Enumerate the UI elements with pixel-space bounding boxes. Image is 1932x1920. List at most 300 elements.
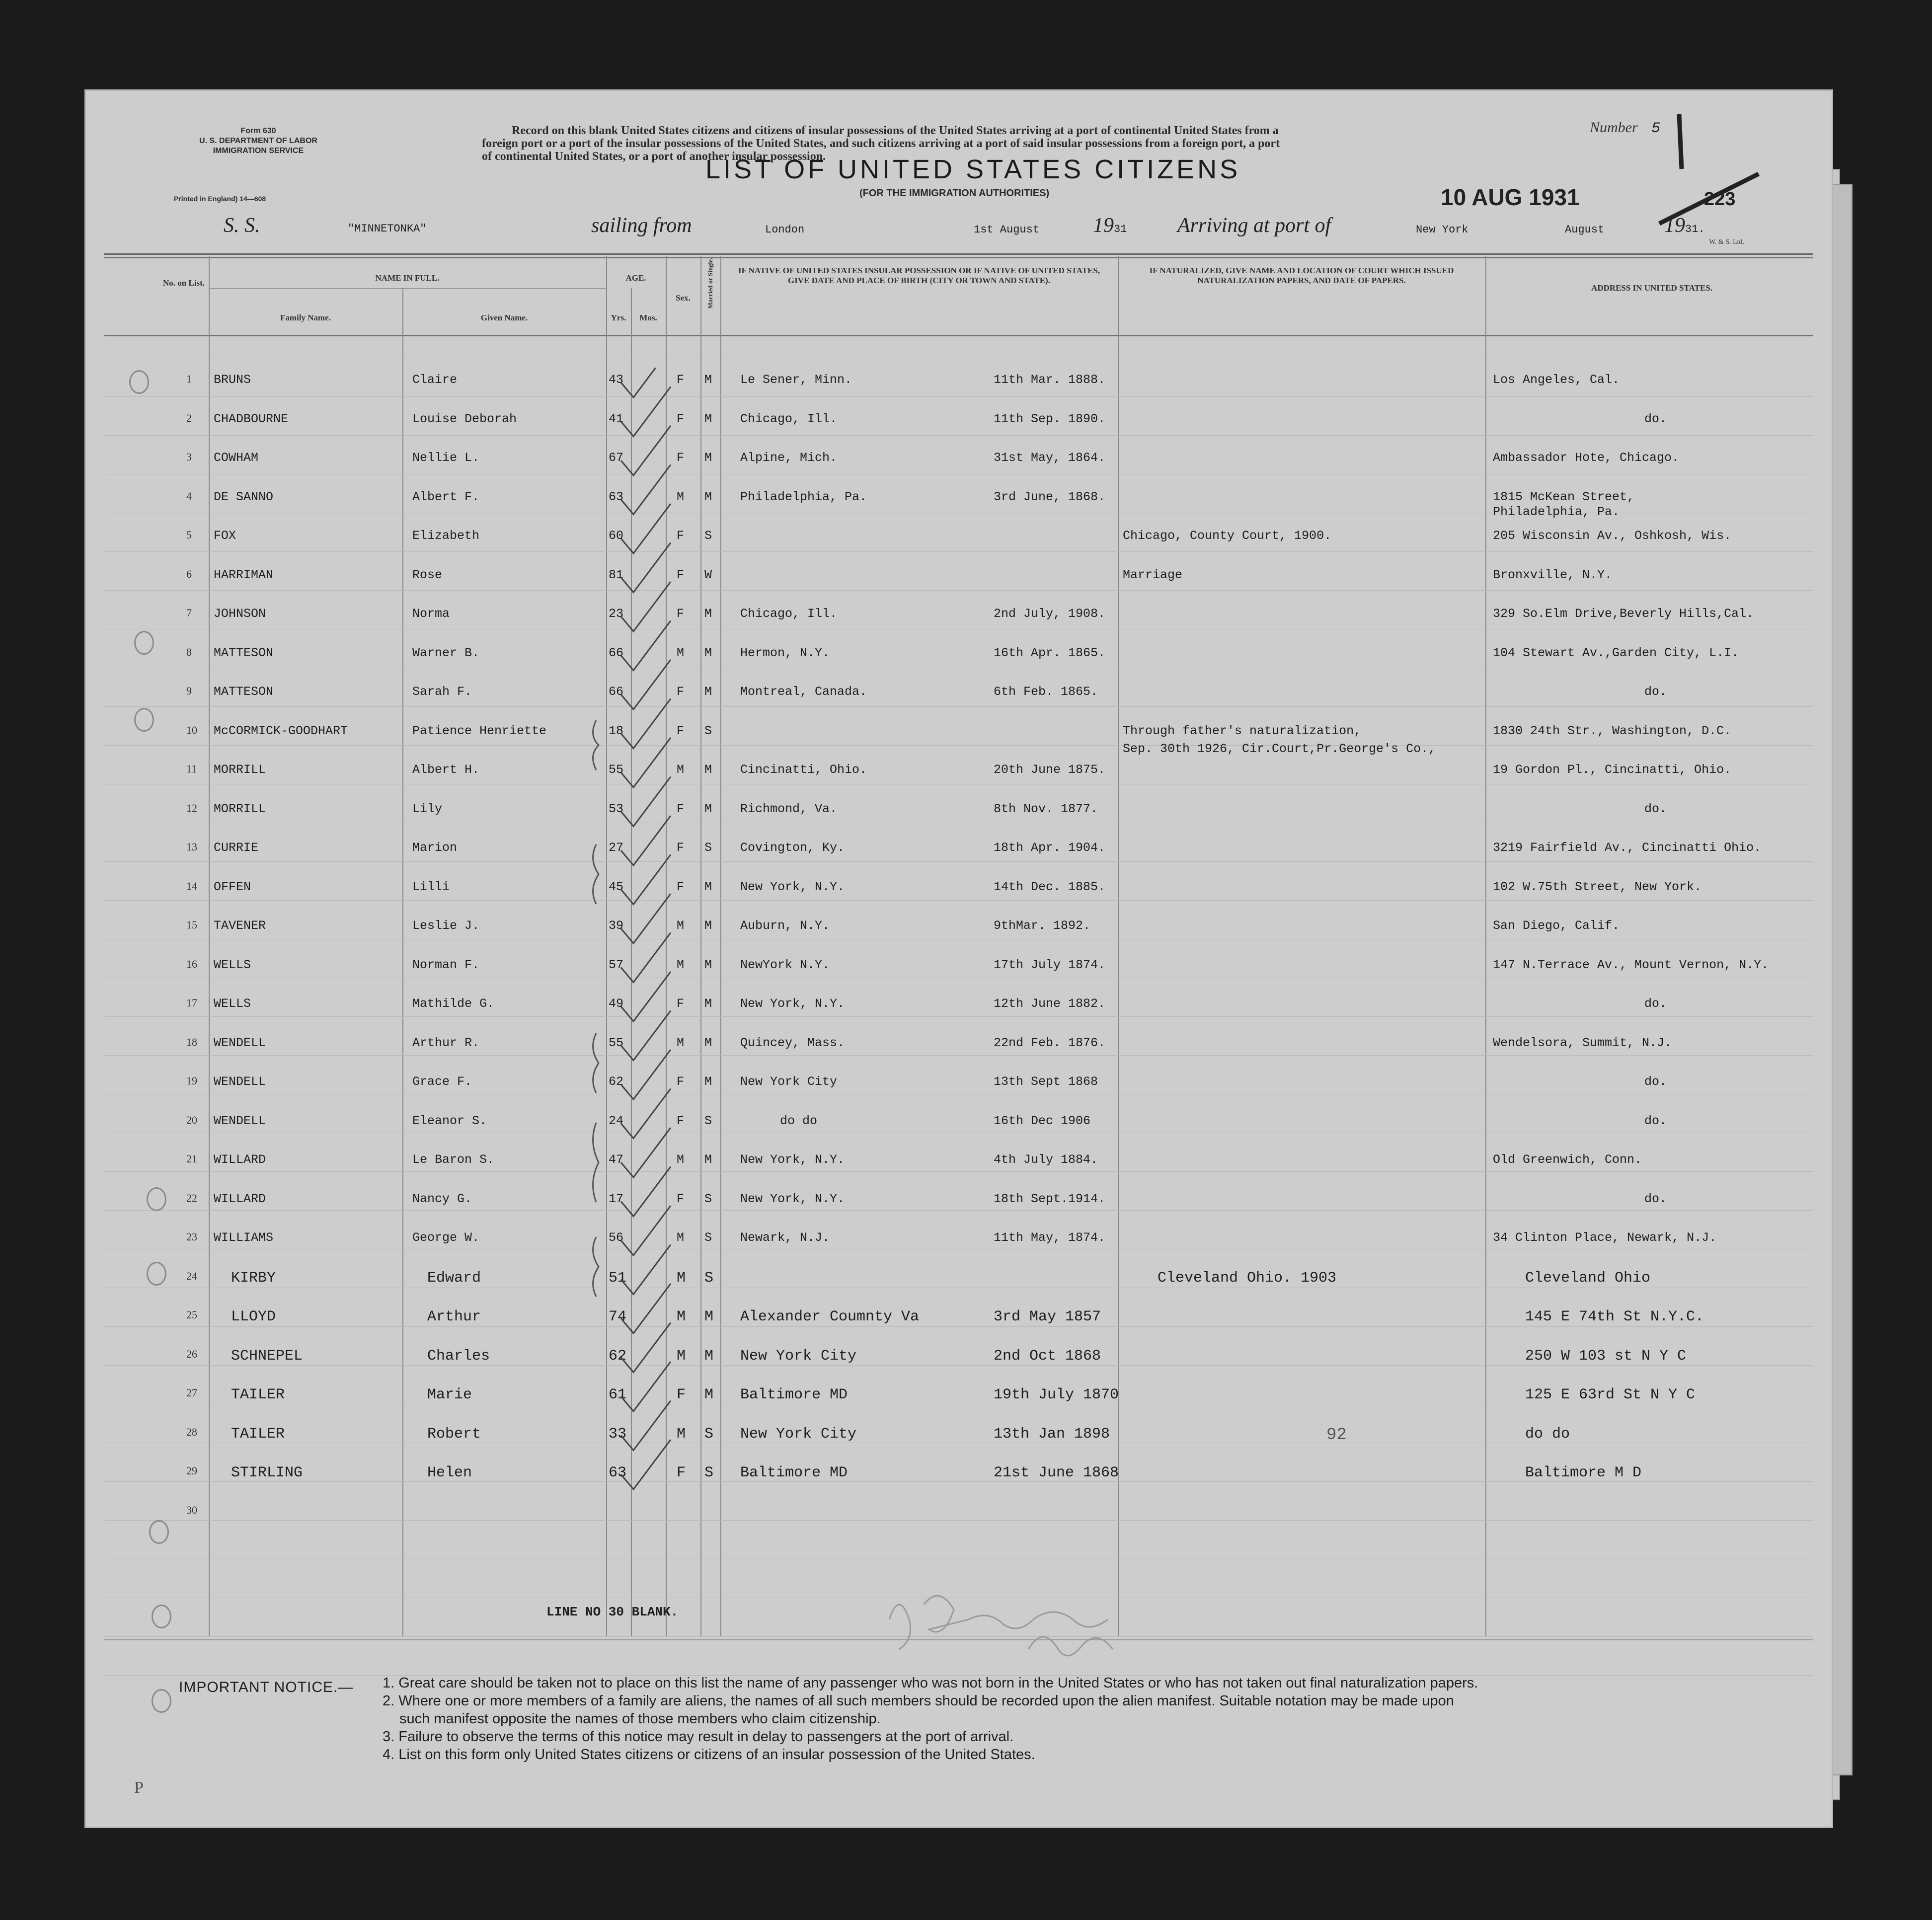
- cell-nat: 92: [1326, 1425, 1347, 1445]
- cell-ms: W: [704, 567, 712, 582]
- cell-ms: S: [704, 1464, 714, 1481]
- cell-age: 63: [609, 489, 624, 504]
- cell-place: Auburn, N.Y.: [740, 919, 830, 933]
- col-header-name: NAME IN FULL.: [375, 273, 440, 283]
- cell-sex: F: [677, 879, 685, 894]
- punch-hole: [152, 1689, 171, 1713]
- cell-nat: Cleveland Ohio. 1903: [1158, 1269, 1337, 1287]
- cell-no: 30: [186, 1503, 197, 1516]
- cell-no: 5: [186, 529, 192, 541]
- cell-no: 10: [186, 723, 197, 736]
- check-mark: [621, 1401, 671, 1451]
- form-id-block: [184, 126, 333, 156]
- cell-no: 14: [186, 879, 197, 892]
- cell-age: 61: [609, 1386, 627, 1403]
- arrive-year-prefix: 19: [1664, 214, 1685, 237]
- service: IMMIGRATION SERVICE: [213, 147, 304, 155]
- cell-no: 12: [186, 801, 197, 814]
- notice-item: 2. Where one or more members of a family are aliens, the names of all such members should be recorded upon the alien manifest. Suitable notation may be made upon: [383, 1693, 1454, 1709]
- check-mark: [621, 1206, 671, 1255]
- check-mark: [621, 1128, 671, 1177]
- cell-place: NewYork N.Y.: [740, 957, 830, 972]
- from-port: London: [765, 224, 805, 236]
- cell-given: Elizabeth: [412, 529, 480, 543]
- table-row: [84, 1504, 1833, 1542]
- cell-given: Rose: [412, 567, 443, 582]
- cell-sex: M: [677, 1230, 685, 1245]
- cell-date: 16th Dec 1906: [994, 1113, 1091, 1128]
- cell-sex: M: [677, 763, 685, 777]
- cell-age: 47: [609, 1152, 624, 1167]
- cell-addr: Wendelsora, Summit, N.J.: [1493, 1035, 1672, 1050]
- cell-no: 19: [186, 1075, 197, 1087]
- cell-given: Albert H.: [412, 763, 480, 777]
- cell-age: 49: [609, 997, 624, 1011]
- cell-date: 2nd Oct 1868: [994, 1347, 1101, 1365]
- check-mark: [621, 1362, 671, 1411]
- cell-no: 6: [186, 567, 192, 580]
- cell-date: 3rd June, 1868.: [994, 489, 1106, 504]
- check-mark: [621, 1089, 671, 1139]
- cell-age: 55: [609, 1035, 624, 1050]
- cell-family: TAILER: [231, 1425, 285, 1443]
- cell-ms: M: [704, 411, 712, 426]
- cell-ms: M: [704, 1386, 714, 1403]
- cell-no: 29: [186, 1464, 197, 1477]
- cell-nat: Through father's naturalization,: [1123, 723, 1362, 738]
- cell-place: New York City: [740, 1075, 838, 1089]
- cell-family: OFFEN: [214, 879, 251, 894]
- cell-addr: 145 E 74th St N.Y.C.: [1525, 1308, 1704, 1325]
- cell-no: 16: [186, 957, 197, 970]
- cell-family: LLOYD: [231, 1308, 276, 1325]
- check-mark: [621, 1167, 671, 1217]
- cell-no: 21: [186, 1152, 197, 1165]
- cell-age: 45: [609, 879, 624, 894]
- col-header-given: Given Name.: [480, 313, 528, 322]
- cell-age: 43: [609, 373, 624, 387]
- cell-ms: M: [704, 957, 712, 972]
- cell-place: New York, N.Y.: [740, 1152, 845, 1167]
- cell-nat: Marriage: [1123, 567, 1183, 582]
- cell-no: 4: [186, 489, 192, 502]
- cell-place: New York, N.Y.: [740, 997, 845, 1011]
- cell-given: Albert F.: [412, 489, 480, 504]
- cell-addr: Los Angeles, Cal.: [1493, 373, 1620, 387]
- manifest-page: [84, 89, 1833, 1828]
- cell-sex: F: [677, 529, 685, 543]
- cell-place: Covington, Ky.: [740, 841, 845, 855]
- table-top-rule: [104, 257, 1813, 258]
- cell-ms: M: [704, 919, 712, 933]
- cell-family: TAVENER: [214, 919, 266, 933]
- col-header-no: No. on List.: [162, 278, 205, 288]
- cell-given: Leslie J.: [412, 919, 480, 933]
- printed-note: Printed in England) 14—608: [174, 195, 266, 203]
- cell-age: 56: [609, 1230, 624, 1245]
- cell-ms: M: [704, 763, 712, 777]
- cell-age: 63: [609, 1464, 627, 1481]
- table-row: [84, 1348, 1833, 1386]
- page-number: 223: [1704, 189, 1736, 210]
- date-stamp: 10 AUG 1931: [1441, 184, 1580, 210]
- cell-date: 13th Jan 1898: [994, 1425, 1110, 1443]
- cell-given: Sarah F.: [412, 685, 472, 699]
- check-mark: [621, 933, 671, 983]
- cell-age: 66: [609, 685, 624, 699]
- cell-no: 23: [186, 1230, 197, 1243]
- notice-item: 1. Great care should be taken not to place on this list the name of any passenger who was not born in the United States or who has not taken out final naturalization papers.: [383, 1675, 1478, 1691]
- table-row: [84, 802, 1833, 841]
- check-mark: [621, 543, 671, 593]
- cell-given: Lily: [412, 801, 443, 816]
- cell-date: 19th July 1870: [994, 1386, 1119, 1403]
- cell-date: 11th Mar. 1888.: [994, 373, 1106, 387]
- cell-ms: M: [704, 373, 712, 387]
- cell-addr: 3219 Fairfield Av., Cincinatti Ohio.: [1493, 841, 1762, 855]
- cell-nat2: Sep. 30th 1926, Cir.Court,Pr.George's Co.,: [1123, 741, 1436, 756]
- check-mark: [621, 660, 671, 709]
- punch-hole: [147, 1187, 166, 1211]
- cell-place: Alpine, Mich.: [740, 451, 838, 465]
- instructions-line: foreign port or a port of the insular possessions of the United States, and such citizens arriving at a port of said insular possessions from a foreign port, a port: [482, 137, 1280, 150]
- check-mark: [621, 855, 671, 905]
- table-row: [84, 607, 1833, 645]
- to-port: New York: [1416, 224, 1468, 236]
- check-mark: [621, 387, 671, 437]
- cell-age: 53: [609, 801, 624, 816]
- cell-given: Warner B.: [412, 645, 480, 660]
- cell-family: CHADBOURNE: [214, 411, 289, 426]
- cell-age: 81: [609, 567, 624, 582]
- col-header-mos: Mos.: [639, 313, 657, 322]
- check-mark: [621, 972, 671, 1021]
- number-value: 5: [1651, 120, 1661, 137]
- cell-age: 51: [609, 1269, 627, 1287]
- cell-no: 11: [186, 763, 197, 775]
- cell-family: CURRIE: [214, 841, 259, 855]
- number-label: Number: [1590, 119, 1638, 136]
- cell-place: Baltimore MD: [740, 1386, 848, 1403]
- cell-family: WENDELL: [214, 1075, 266, 1089]
- cell-given: Eleanor S.: [412, 1113, 487, 1128]
- cell-no: 28: [186, 1425, 197, 1438]
- cell-place: Chicago, Ill.: [740, 607, 838, 621]
- cell-addr: 1815 McKean Street,: [1493, 489, 1635, 504]
- cell-family: STIRLING: [231, 1464, 303, 1481]
- depart-date: 1st August: [974, 224, 1040, 236]
- sailing-label: sailing from: [591, 214, 692, 237]
- table-row: [84, 1386, 1833, 1425]
- cell-given: Helen: [427, 1464, 472, 1481]
- cell-date: 21st June 1868: [994, 1464, 1119, 1481]
- cell-given: Charles: [427, 1347, 490, 1365]
- page-subtitle: (FOR THE IMMIGRATION AUTHORITIES): [859, 188, 1050, 199]
- cell-date: 11th Sep. 1890.: [994, 411, 1106, 426]
- cell-family: SCHNEPEL: [231, 1347, 303, 1365]
- cell-sex: F: [677, 1191, 685, 1206]
- cell-date: 16th Apr. 1865.: [994, 645, 1106, 660]
- cell-age: 23: [609, 607, 624, 621]
- cell-addr: 329 So.Elm Drive,Beverly Hills,Cal.: [1493, 607, 1754, 621]
- cell-addr: 102 W.75th Street, New York.: [1493, 879, 1702, 894]
- col-header-age: AGE.: [625, 273, 646, 283]
- cell-family: MATTESON: [214, 645, 274, 660]
- cell-given: Arthur: [427, 1308, 481, 1325]
- cell-place: New York City: [740, 1425, 857, 1443]
- cell-addr: 125 E 63rd St N Y C: [1525, 1386, 1696, 1403]
- cell-addr: do.: [1644, 1075, 1667, 1089]
- cell-ms: M: [704, 801, 712, 816]
- cell-addr: Old Greenwich, Conn.: [1493, 1152, 1642, 1167]
- cell-ms: S: [704, 1113, 712, 1128]
- cell-family: WELLS: [214, 957, 251, 972]
- cell-family: JOHNSON: [214, 607, 266, 621]
- cell-ms: S: [704, 1425, 714, 1443]
- cell-no: 9: [186, 685, 192, 697]
- check-mark: [621, 504, 671, 553]
- cell-given: Nellie L.: [412, 451, 480, 465]
- cell-sex: F: [677, 997, 685, 1011]
- cell-place: Philadelphia, Pa.: [740, 489, 867, 504]
- cell-date: 20th June 1875.: [994, 763, 1106, 777]
- table-row: [84, 451, 1833, 489]
- cell-given: Lilli: [412, 879, 450, 894]
- cell-date: 13th Sept 1868: [994, 1075, 1098, 1089]
- corner-mark: P: [134, 1778, 144, 1797]
- check-mark: [621, 582, 671, 631]
- cell-family: McCORMICK-GOODHART: [214, 723, 348, 738]
- cell-addr: San Diego, Calif.: [1493, 919, 1620, 933]
- cell-age: 33: [609, 1425, 627, 1443]
- check-mark: [621, 465, 671, 515]
- punch-hole: [147, 1262, 166, 1286]
- year-prefix: 19: [1093, 214, 1114, 237]
- cell-age: 67: [609, 451, 624, 465]
- cell-no: 26: [186, 1347, 197, 1360]
- cell-sex: F: [677, 685, 685, 699]
- cell-ms: M: [704, 451, 712, 465]
- cell-date: 22nd Feb. 1876.: [994, 1035, 1106, 1050]
- table-row: [84, 1230, 1833, 1269]
- cell-date: 12th June 1882.: [994, 997, 1106, 1011]
- cell-sex: M: [677, 1308, 686, 1325]
- table-row: [84, 1464, 1833, 1503]
- cell-ms: M: [704, 1075, 712, 1089]
- cell-age: 62: [609, 1075, 624, 1089]
- cell-no: 13: [186, 841, 197, 853]
- cell-sex: F: [677, 607, 685, 621]
- cell-addr: 104 Stewart Av.,Garden City, L.I.: [1493, 645, 1739, 660]
- cell-place: Hermon, N.Y.: [740, 645, 830, 660]
- instructions-line: Record on this blank United States citizens and citizens of insular possessions of the United States arriving at a port of continental United States from a: [512, 124, 1279, 137]
- table-row: [84, 490, 1833, 529]
- check-mark: [621, 1323, 671, 1373]
- table-row: [84, 529, 1833, 567]
- cell-place: Chicago, Ill.: [740, 411, 838, 426]
- table-row: [84, 1270, 1833, 1308]
- cell-addr: do.: [1644, 801, 1667, 816]
- cell-family: WILLARD: [214, 1152, 266, 1167]
- cell-sex: M: [677, 1269, 686, 1287]
- arrive-year-field: [1664, 214, 1705, 237]
- cell-place: Quincey, Mass.: [740, 1035, 845, 1050]
- cell-addr: Cleveland Ohio: [1525, 1269, 1651, 1287]
- inspector-signature: [879, 1575, 1158, 1674]
- cell-addr: do do: [1525, 1425, 1570, 1443]
- cell-date: 9thMar. 1892.: [994, 919, 1091, 933]
- cell-family: WENDELL: [214, 1113, 266, 1128]
- col-header-yrs: Yrs.: [611, 313, 626, 322]
- notice-items: [383, 1674, 1478, 1764]
- cell-sex: M: [677, 645, 685, 660]
- cell-given: Norma: [412, 607, 450, 621]
- header-bottom-rule: [104, 335, 1813, 336]
- cell-nat: Chicago, County Court, 1900.: [1123, 529, 1332, 543]
- ss-label: S. S.: [224, 214, 260, 237]
- cell-given: Patience Henriette: [412, 723, 547, 738]
- col-header-address: ADDRESS IN UNITED STATES.: [1591, 283, 1713, 293]
- cell-addr: 34 Clinton Place, Newark, N.J.: [1493, 1230, 1717, 1245]
- check-mark: [621, 368, 671, 397]
- cell-date: 4th July 1884.: [994, 1152, 1098, 1167]
- cell-family: MORRILL: [214, 801, 266, 816]
- cell-place: New York, N.Y.: [740, 879, 845, 894]
- cell-age: 55: [609, 763, 624, 777]
- cell-sex: F: [677, 1075, 685, 1089]
- cell-family: WILLARD: [214, 1191, 266, 1206]
- check-mark: [621, 1284, 671, 1333]
- punch-hole: [134, 708, 154, 732]
- cell-sex: F: [677, 801, 685, 816]
- cell-age: 18: [609, 723, 624, 738]
- instructions-line: of continental United States, or a port of another insular possession.: [482, 150, 826, 163]
- cell-addr: Ambassador Hote, Chicago.: [1493, 451, 1680, 465]
- check-mark: [621, 738, 671, 787]
- cell-no: 17: [186, 997, 197, 1009]
- year-suffix: 31: [1114, 223, 1127, 235]
- cell-place: New York City: [740, 1347, 857, 1365]
- cell-given: Edward: [427, 1269, 481, 1287]
- cell-ms: S: [704, 723, 712, 738]
- punch-hole: [152, 1605, 171, 1628]
- cell-sex: M: [677, 919, 685, 933]
- table-row: [84, 1075, 1833, 1113]
- cell-given: Mathilde G.: [412, 997, 495, 1011]
- cell-addr: 250 W 103 st N Y C: [1525, 1347, 1687, 1365]
- cell-given: Grace F.: [412, 1075, 472, 1089]
- cell-age: 41: [609, 411, 624, 426]
- cell-date: 14th Dec. 1885.: [994, 879, 1106, 894]
- check-mark: [621, 894, 671, 943]
- col-header-married: Married or Single.: [706, 257, 714, 309]
- cell-family: COWHAM: [214, 451, 259, 465]
- cell-sex: F: [677, 451, 685, 465]
- ship-name: "MINNETONKA": [348, 223, 427, 235]
- notice-heading: IMPORTANT NOTICE.—: [179, 1679, 354, 1695]
- cell-ms: S: [704, 841, 712, 855]
- cell-sex: M: [677, 1425, 686, 1443]
- cell-addr: 1830 24th Str., Washington, D.C.: [1493, 723, 1732, 738]
- cell-place: Le Sener, Minn.: [740, 373, 852, 387]
- cell-addr: Baltimore M D: [1525, 1464, 1642, 1481]
- check-mark: [621, 1011, 671, 1061]
- family-brackets: [586, 715, 616, 1401]
- cell-no: 1: [186, 373, 192, 385]
- cell-place: Baltimore MD: [740, 1464, 848, 1481]
- cell-given: Louise Deborah: [412, 411, 517, 426]
- cell-date: 6th Feb. 1865.: [994, 685, 1098, 699]
- cell-family: FOX: [214, 529, 236, 543]
- punch-hole: [134, 631, 154, 655]
- cell-given: Marion: [412, 841, 458, 855]
- table-row: [84, 1192, 1833, 1230]
- cell-ms: M: [704, 1152, 712, 1167]
- cell-date: 31st May, 1864.: [994, 451, 1106, 465]
- cell-ms: S: [704, 1269, 714, 1287]
- check-mark: [621, 1245, 671, 1295]
- check-mark: [621, 1050, 671, 1099]
- table-row: [84, 958, 1833, 997]
- table-row: [84, 1036, 1833, 1075]
- arriving-label: Arriving at port of: [1177, 214, 1331, 237]
- cell-age: 57: [609, 957, 624, 972]
- cell-family: BRUNS: [214, 373, 251, 387]
- cell-given: Norman F.: [412, 957, 480, 972]
- cell-ms: S: [704, 1191, 712, 1206]
- name-subrule: [209, 288, 606, 289]
- cell-place: Cincinatti, Ohio.: [740, 763, 867, 777]
- cell-addr: Bronxville, N.Y.: [1493, 567, 1613, 582]
- cell-sex: F: [677, 723, 685, 738]
- cell-sex: M: [677, 1152, 685, 1167]
- cell-family: WELLS: [214, 997, 251, 1011]
- cell-addr: do.: [1644, 1113, 1667, 1128]
- cell-addr: do.: [1644, 997, 1667, 1011]
- cell-place: New York, N.Y.: [740, 1191, 845, 1206]
- cell-addr: 147 N.Terrace Av., Mount Vernon, N.Y.: [1493, 957, 1769, 972]
- cell-no: 22: [186, 1191, 197, 1204]
- cell-ms: M: [704, 1035, 712, 1050]
- notice-item: such manifest opposite the names of those members who claim citizenship.: [399, 1711, 881, 1727]
- cell-age: 62: [609, 1347, 627, 1365]
- table-row: [84, 1426, 1833, 1464]
- cell-no: 24: [186, 1269, 197, 1282]
- printer-mark: W. & S. Ltd.: [1709, 238, 1745, 246]
- cell-date: 17th July 1874.: [994, 957, 1106, 972]
- cell-addr: 19 Gordon Pl., Cincinatti, Ohio.: [1493, 763, 1732, 777]
- table-row: [84, 1308, 1833, 1347]
- cell-ms: M: [704, 489, 712, 504]
- cell-given: Claire: [412, 373, 458, 387]
- table-row: [84, 646, 1833, 685]
- cell-addr: do.: [1644, 411, 1667, 426]
- cell-ms: M: [704, 607, 712, 621]
- arrive-date: August: [1565, 224, 1605, 236]
- cell-place: Richmond, Va.: [740, 801, 838, 816]
- cell-given: Le Baron S.: [412, 1152, 495, 1167]
- check-mark: [621, 816, 671, 865]
- cell-date: 11th May, 1874.: [994, 1230, 1106, 1245]
- cell-ms: M: [704, 1347, 714, 1365]
- cell-sex: M: [677, 1347, 686, 1365]
- table-row: [84, 568, 1833, 607]
- table-row: [84, 1152, 1833, 1191]
- form-number: Form 630: [240, 127, 276, 135]
- cell-family: WILLIAMS: [214, 1230, 274, 1245]
- col-header-sex: Sex.: [676, 293, 691, 303]
- cell-family: DE SANNO: [214, 489, 274, 504]
